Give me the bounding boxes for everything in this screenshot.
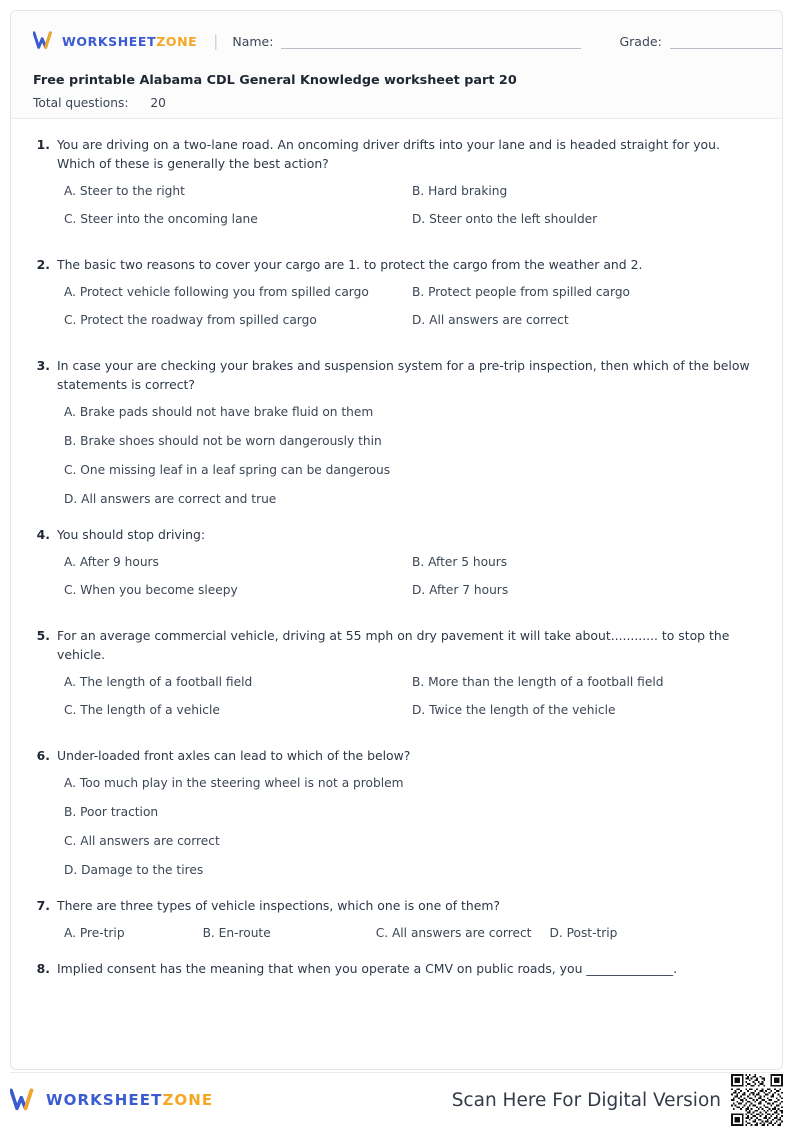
total-questions-row bbox=[33, 96, 760, 110]
name-field-group bbox=[232, 34, 581, 49]
question-head bbox=[33, 896, 760, 915]
question-item bbox=[33, 896, 760, 942]
question-item bbox=[33, 959, 760, 978]
question-text: You are driving on a two-lane road. An oncoming driver drifts into your lane and is headed straight for you. Which of these is generally the best action? bbox=[57, 137, 720, 171]
brand-logo-text bbox=[62, 34, 197, 49]
answer-option[interactable]: C. One missing leaf in a leaf spring can be dangerous bbox=[64, 463, 391, 477]
answer-option[interactable]: D. All answers are correct and true bbox=[64, 492, 277, 506]
question-head bbox=[33, 356, 760, 394]
answer-option[interactable]: C. Steer into the oncoming lane bbox=[64, 212, 258, 226]
footer-brand-logo-text bbox=[46, 1091, 213, 1109]
questions-list bbox=[11, 119, 782, 1005]
answer-option[interactable]: C. When you become sleepy bbox=[64, 583, 238, 597]
header-top-row bbox=[33, 25, 760, 57]
question-head bbox=[33, 746, 760, 765]
question-item bbox=[33, 255, 760, 339]
name-label: Name: bbox=[232, 33, 274, 49]
answer-option[interactable]: B. Protect people from spilled cargo bbox=[412, 285, 631, 299]
worksheet-zone-logo-icon bbox=[10, 1088, 37, 1113]
total-questions-count: 20 bbox=[150, 96, 166, 110]
worksheet-header bbox=[11, 11, 782, 119]
answer-options bbox=[64, 182, 760, 238]
worksheet-title: Free printable Alabama CDL General Knowledge worksheet part 20 bbox=[33, 73, 517, 88]
brand-logo-text-zone: ZONE bbox=[156, 33, 198, 49]
answer-option[interactable]: A. Brake pads should not have brake fluid on them bbox=[64, 405, 374, 419]
question-item bbox=[33, 525, 760, 609]
footer-brand-logo bbox=[10, 1088, 213, 1113]
question-number: 6. bbox=[36, 748, 50, 763]
grade-label: Grade: bbox=[619, 33, 662, 49]
question-item bbox=[33, 135, 760, 238]
worksheet-sheet bbox=[10, 10, 783, 1112]
question-text: The basic two reasons to cover your cargo are 1. to protect the cargo from the weather and 2. bbox=[57, 257, 643, 272]
question-text: There are three types of vehicle inspections, which one is one of them? bbox=[57, 898, 500, 913]
grade-input-line[interactable] bbox=[670, 36, 783, 49]
question-item bbox=[33, 356, 760, 508]
answer-options bbox=[64, 673, 760, 729]
question-number: 1. bbox=[36, 137, 50, 152]
header-divider: | bbox=[213, 32, 219, 50]
answer-option[interactable]: A. Protect vehicle following you from spilled cargo bbox=[64, 285, 369, 299]
question-text: You should stop driving: bbox=[57, 527, 206, 542]
question-number: 5. bbox=[36, 628, 50, 643]
scan-here-text: Scan Here For Digital Version bbox=[451, 1089, 721, 1111]
answer-options bbox=[64, 774, 760, 879]
answer-option[interactable]: C. The length of a vehicle bbox=[64, 703, 220, 717]
question-item bbox=[33, 626, 760, 729]
question-number: 8. bbox=[36, 961, 50, 976]
footer-logo-text-worksheet: WORKSHEET bbox=[46, 1091, 163, 1109]
answer-option[interactable]: D. After 7 hours bbox=[412, 583, 509, 597]
answer-option[interactable]: B. After 5 hours bbox=[412, 555, 508, 569]
answer-options bbox=[64, 924, 760, 942]
answer-options bbox=[64, 283, 760, 339]
question-number: 2. bbox=[36, 257, 50, 272]
brand-logo-text-worksheet: WORKSHEET bbox=[62, 33, 157, 49]
question-number: 3. bbox=[36, 358, 50, 373]
answer-option[interactable]: A. Steer to the right bbox=[64, 184, 185, 198]
question-head bbox=[33, 135, 760, 173]
question-head bbox=[33, 525, 760, 544]
worksheet-zone-logo-icon bbox=[33, 31, 55, 51]
answer-option[interactable]: B. Poor traction bbox=[64, 805, 159, 819]
question-head bbox=[33, 959, 760, 978]
answer-option[interactable]: B. Brake shoes should not be worn dangerously thin bbox=[64, 434, 382, 448]
answer-option[interactable]: B. More than the length of a football field bbox=[412, 675, 664, 689]
question-text: In case your are checking your brakes and suspension system for a pre-trip inspection, then which of the below statements is correct? bbox=[57, 358, 750, 392]
worksheet-card bbox=[10, 10, 783, 1070]
grade-field-group bbox=[619, 34, 783, 49]
answer-option[interactable]: B. En-route bbox=[202, 926, 271, 940]
answer-option[interactable]: A. After 9 hours bbox=[64, 555, 159, 569]
question-text: For an average commercial vehicle, driving at 55 mph on dry pavement it will take about............ to stop the vehicle. bbox=[57, 628, 730, 662]
question-head bbox=[33, 255, 760, 274]
answer-option[interactable]: D. Steer onto the left shoulder bbox=[412, 212, 598, 226]
answer-option[interactable]: A. Pre-trip bbox=[64, 926, 125, 940]
answer-option[interactable]: D. Post-trip bbox=[549, 926, 618, 940]
answer-option[interactable]: D. Twice the length of the vehicle bbox=[412, 703, 616, 717]
answer-option[interactable]: B. Hard braking bbox=[412, 184, 508, 198]
brand-logo bbox=[33, 31, 197, 51]
answer-option[interactable]: C. Protect the roadway from spilled cargo bbox=[64, 313, 317, 327]
answer-option[interactable]: A. The length of a football field bbox=[64, 675, 253, 689]
worksheet-footer bbox=[10, 1078, 783, 1122]
question-number: 4. bbox=[36, 527, 50, 542]
footer-logo-text-zone: ZONE bbox=[162, 1091, 214, 1109]
answer-options bbox=[64, 403, 760, 508]
answer-option[interactable]: D. Damage to the tires bbox=[64, 863, 204, 877]
question-text: Implied consent has the meaning that when you operate a CMV on public roads, you ______________. bbox=[57, 961, 678, 976]
total-questions-label: Total questions: bbox=[33, 96, 129, 110]
answer-option[interactable]: D. All answers are correct bbox=[412, 313, 569, 327]
question-item bbox=[33, 746, 760, 879]
answer-option[interactable]: A. Too much play in the steering wheel is not a problem bbox=[64, 776, 404, 790]
answer-option[interactable]: C. All answers are correct bbox=[375, 926, 532, 940]
answer-options bbox=[64, 553, 760, 609]
question-head bbox=[33, 626, 760, 664]
qr-code-icon[interactable] bbox=[731, 1074, 783, 1126]
footer-divider bbox=[10, 1072, 783, 1073]
question-number: 7. bbox=[36, 898, 50, 913]
answer-option[interactable]: C. All answers are correct bbox=[64, 834, 220, 848]
question-text: Under-loaded front axles can lead to which of the below? bbox=[57, 748, 411, 763]
name-input-line[interactable] bbox=[281, 36, 581, 49]
